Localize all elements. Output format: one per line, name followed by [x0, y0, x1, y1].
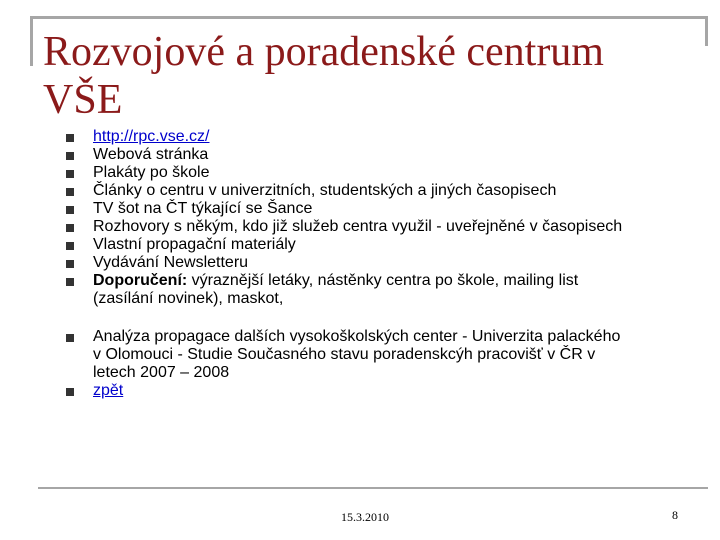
- bullet-text: Vydávání Newsletteru: [93, 254, 249, 271]
- bullet-item: [63, 182, 623, 200]
- frame-top-line: [30, 16, 708, 19]
- bullet-text: výraznější letáky, nástěnky centra po škole, mailing list (zasílání novinek), maskot,: [93, 272, 579, 307]
- square-bullet-icon: [66, 152, 74, 160]
- square-bullet-icon: [66, 224, 74, 232]
- square-bullet-icon: [66, 170, 74, 178]
- bullet-item: [63, 146, 623, 164]
- square-bullet-icon: [66, 334, 74, 342]
- square-bullet-icon: [66, 260, 74, 268]
- rpc-link[interactable]: http://rpc.vse.cz/: [93, 128, 210, 145]
- bullet-item: [63, 272, 623, 308]
- square-bullet-icon: [66, 206, 74, 214]
- square-bullet-icon: [66, 134, 74, 142]
- square-bullet-icon: [66, 388, 74, 396]
- bullet-text: Rozhovory s někým, kdo již služeb centra využil - uveřejněné v časopisech: [93, 218, 623, 235]
- slide-title: Rozvojové a poradenské centrum VŠE: [43, 29, 604, 123]
- bullet-item: [63, 218, 623, 236]
- bullet-text: Webová stránka: [93, 146, 209, 163]
- bullet-item: [63, 128, 623, 146]
- bullet-text: Plakáty po škole: [93, 164, 210, 181]
- square-bullet-icon: [66, 278, 74, 286]
- bullet-text: Analýza propagace dalších vysokoškolských center - Univerzita palackého v Olomouci - Studie Současného stavu poradenskcýh pracovišť v ČR v letech 2007 – 2008: [93, 328, 621, 381]
- bullet-text: Články o centru v univerzitních, studentských a jiných časopisech: [93, 182, 557, 199]
- square-bullet-icon: [66, 188, 74, 196]
- square-bullet-icon: [66, 242, 74, 250]
- bullet-item: [63, 164, 623, 182]
- bullet-item: [63, 254, 623, 272]
- bullet-text: TV šot na ČT týkající se Šance: [93, 200, 313, 217]
- frame-left-line: [30, 16, 33, 66]
- bullet-list: [63, 128, 623, 400]
- recommendation-label: Doporučení:: [93, 272, 188, 289]
- footer-date: 15.3.2010: [341, 510, 389, 524]
- bullet-item: [63, 236, 623, 254]
- footer-divider: [38, 487, 708, 489]
- bullet-item: [63, 382, 623, 400]
- frame-right-line: [705, 16, 708, 46]
- bullet-item: [63, 328, 623, 382]
- bullet-item: [63, 200, 623, 218]
- bullet-text: Vlastní propagační materiály: [93, 236, 296, 253]
- page-number: 8: [672, 508, 678, 522]
- back-link[interactable]: zpět: [93, 382, 124, 399]
